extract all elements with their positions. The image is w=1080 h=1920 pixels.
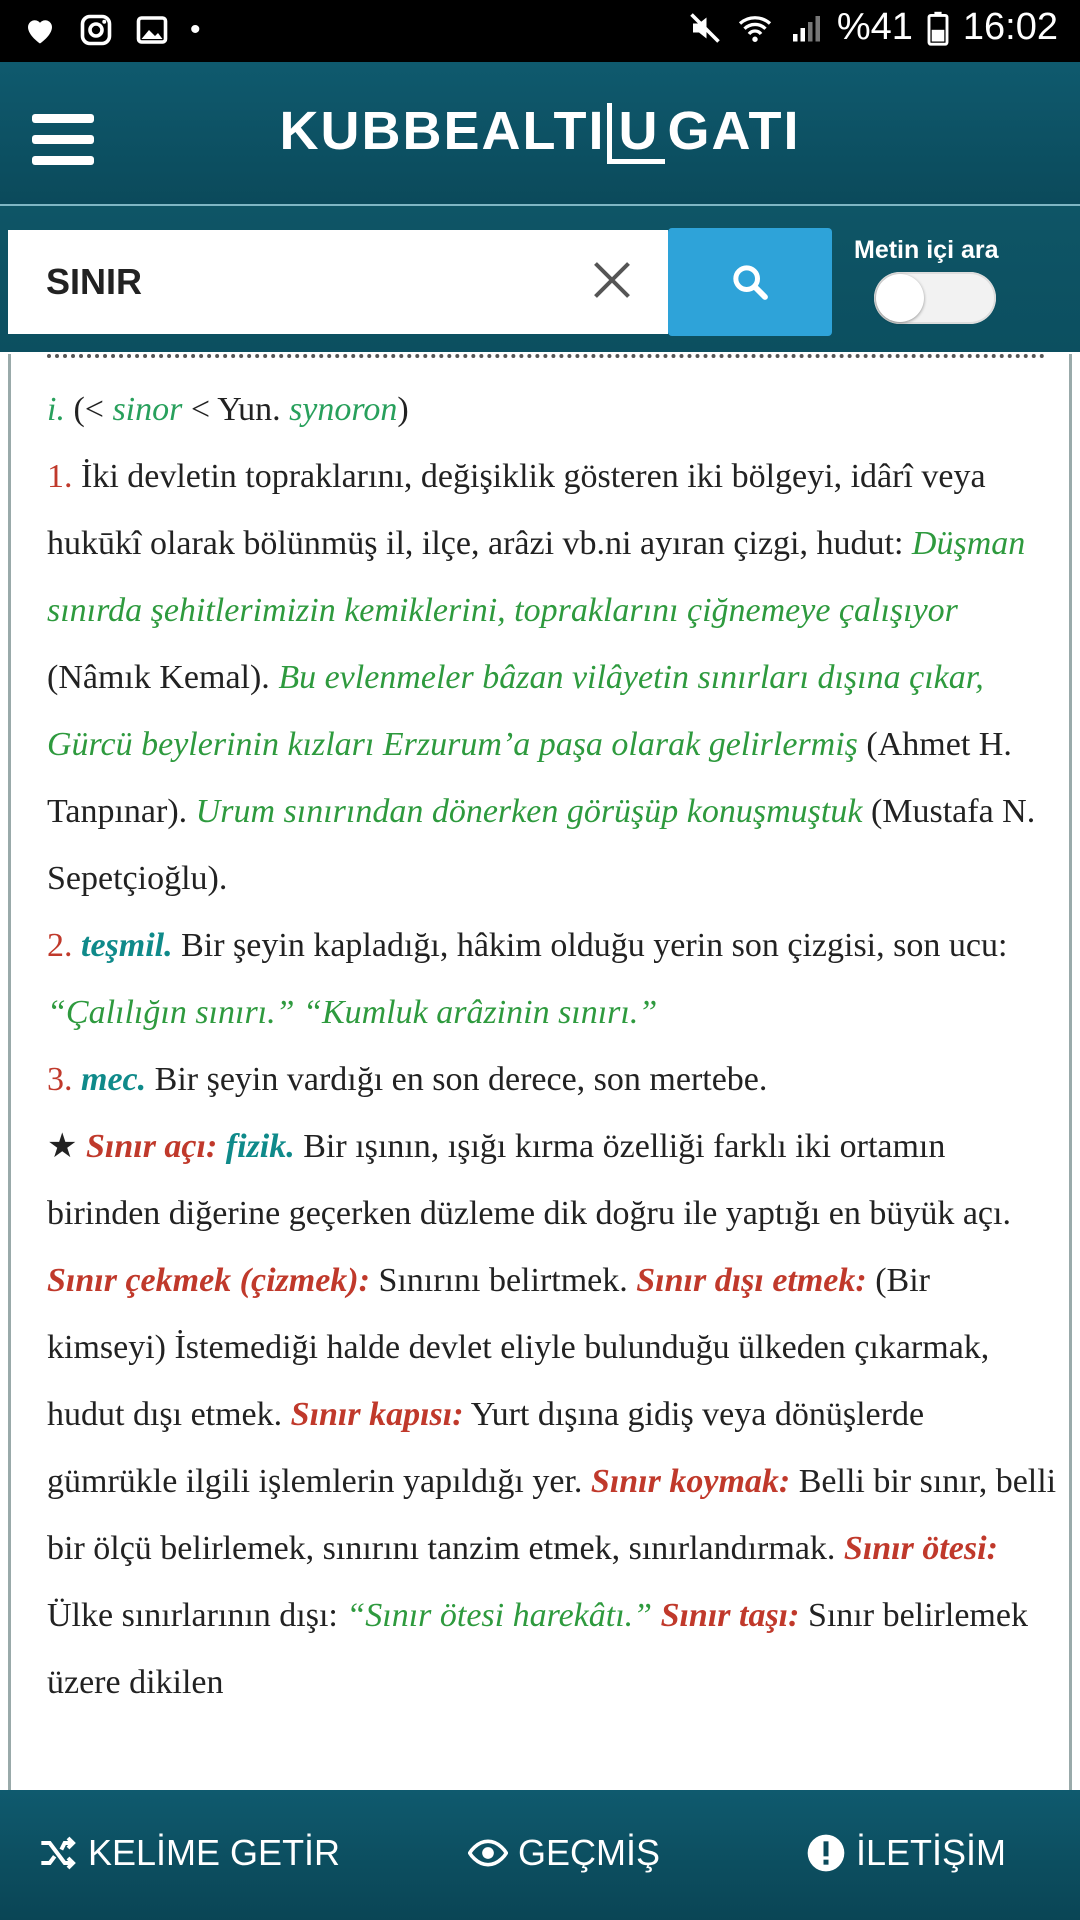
phrase: Sınır ötesi: bbox=[843, 1530, 998, 1567]
divider bbox=[47, 354, 1045, 358]
exclamation-circle-icon bbox=[806, 1833, 846, 1873]
clock: 16:02 bbox=[962, 6, 1058, 48]
close-icon[interactable] bbox=[590, 258, 634, 302]
sense-2: 2. teşmil. Bir şeyin kapladığı, hâkim olduğu yerin son çizgisi, son ucu: “Çalılığın sınırı.” “Kumluk arâzinin sınırı.” bbox=[47, 927, 1008, 1031]
phrase: Sınır kapısı: bbox=[290, 1396, 464, 1433]
instagram-icon bbox=[78, 12, 114, 48]
search-button[interactable] bbox=[668, 228, 832, 336]
example: Bu evlenmeler bâzan vilâyetin sınırları dışına çıkar, Gürcü beylerinin kızları Erzurum’a paşa olarak gelirlermiş bbox=[47, 659, 984, 763]
search-bar bbox=[0, 206, 1080, 352]
shuffle-icon bbox=[38, 1833, 78, 1873]
etymology: i. (< sinor < Yun. synoron) bbox=[47, 391, 409, 428]
star-icon: ★ bbox=[47, 1128, 78, 1165]
phrase: Sınır dışı etmek: bbox=[636, 1262, 867, 1299]
random-word-button[interactable]: KELİME GETİR bbox=[38, 1832, 340, 1874]
wifi-icon bbox=[737, 10, 773, 46]
eye-icon bbox=[468, 1833, 508, 1873]
example: Düşman sınırda şehitlerimizin kemiklerini, topraklarını çiğnemeye çalışıyor bbox=[47, 525, 1026, 629]
mute-icon bbox=[687, 10, 723, 46]
entry-content[interactable] bbox=[8, 354, 1072, 1790]
battery-icon bbox=[927, 10, 949, 46]
fulltext-toggle[interactable] bbox=[874, 272, 996, 324]
sense-3: 3. mec. Bir şeyin vardığı en son derece, son mertebe. bbox=[47, 1061, 768, 1098]
sense-1: 1. İki devletin topraklarını, değişiklik gösteren iki bölgeyi, idârî veya hukūkî olarak bölünmüş il, ilçe, arâzi vb.ni ayıran çizgi, hudut: Düşman sınırda şehitlerimizin kemiklerini, topraklarını çiğnemeye çalışıyor (Nâmık Kemal). Bu evlenmeler bâzan vilâyetin sınırları dışına çıkar, Gürcü beylerinin kızları Erzurum’a paşa olarak gelirlermiş (Ahmet H. Tanpınar). Urum sınırından dönerken görüşüp konuşmuştuk (Mustafa N. Sepetçioğlu). bbox=[47, 458, 1036, 897]
search-input[interactable]: SINIR bbox=[8, 230, 668, 334]
bottom-nav bbox=[0, 1790, 1080, 1920]
fulltext-toggle-label: Metin içi ara bbox=[854, 236, 999, 264]
sense-number: 3. bbox=[47, 1061, 73, 1098]
gallery-icon bbox=[134, 12, 170, 48]
phrase: Sınır çekmek (çizmek): bbox=[47, 1262, 370, 1299]
signal-icon bbox=[787, 10, 823, 46]
example: “Çalılığın sınırı.” “Kumluk arâzinin sınırı.” bbox=[47, 994, 658, 1031]
battery-percent: %41 bbox=[836, 6, 913, 48]
app-header bbox=[0, 62, 1080, 206]
dictionary-entry bbox=[47, 376, 1057, 1716]
heart-icon bbox=[22, 12, 58, 48]
phrase: Sınır açı: bbox=[85, 1128, 218, 1165]
status-bar bbox=[0, 0, 1080, 62]
contact-button[interactable]: İLETİŞİM bbox=[806, 1832, 1006, 1874]
phrase: Sınır taşı: bbox=[652, 1597, 800, 1634]
example: “Sınır ötesi harekâtı.” bbox=[346, 1597, 653, 1634]
example: Urum sınırından dönerken görüşüp konuşmuştuk bbox=[195, 793, 863, 830]
phrase: Sınır koymak: bbox=[590, 1463, 791, 1500]
search-icon bbox=[730, 262, 770, 302]
dot-icon: • bbox=[190, 13, 201, 46]
history-button[interactable]: GEÇMİŞ bbox=[468, 1832, 660, 1874]
sense-number: 1. bbox=[47, 458, 73, 495]
phrases: ★ Sınır açı: fizik. Bir ışının, ışığı kırma özelliği farklı iki ortamın birinden diğerine geçerken düzleme dik doğru ile yaptığı en büyük açı. Sınır çekmek (çizmek): Sınırını belirtmek. Sınır dışı etmek: (Bir kimseyi) İstemediği halde devlet eliyle bulunduğu ülkeden çıkarmak, hudut dışı etmek. Sınır kapısı: Yurt dışına gidiş veya dönüşlerde gümrükle ilgili işlemlerin yapıldığı yer. Sınır koymak: Belli bir sınır, belli bir ölçü belirlemek, sınırını tanzim etmek, sınırlandırmak. Sınır ötesi: Ülke sınırlarının dışı: “Sınır ötesi harekâtı.” Sınır taşı: Sınır belirlemek üzere dikilen bbox=[47, 1128, 1057, 1701]
usage-abbr: mec. bbox=[81, 1061, 147, 1098]
sense-number: 2. bbox=[47, 927, 73, 964]
usage-abbr: teşmil. bbox=[81, 927, 173, 964]
app-logo: KUBBEALTI U GATI bbox=[0, 100, 1080, 164]
